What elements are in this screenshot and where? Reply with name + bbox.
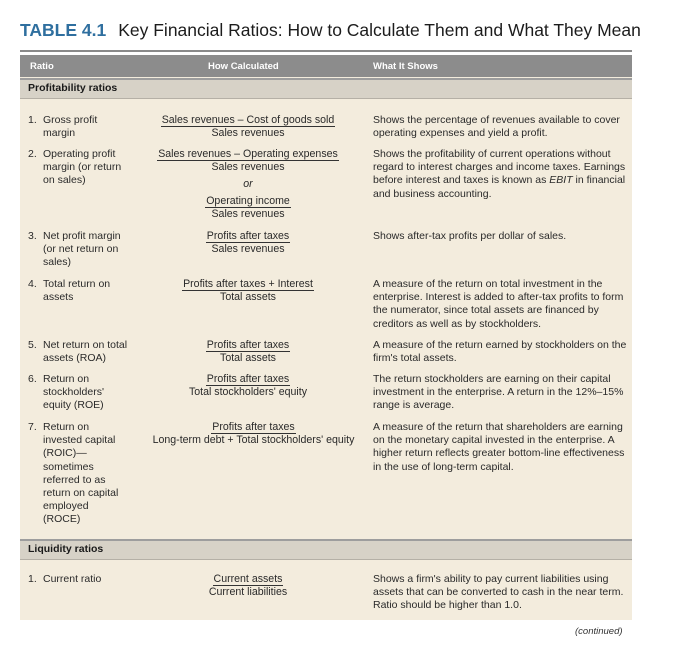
continued-note: (continued): [575, 626, 623, 637]
formula-cell: [148, 278, 348, 308]
ratio-name-cell: [28, 148, 146, 188]
formula-numerator: Operating income: [206, 195, 290, 207]
ratio-name: Net profit margin (or net return on sales): [43, 230, 121, 269]
formula-cell: [148, 148, 348, 225]
ratio-number: 7.: [28, 421, 37, 433]
formula-cell: [148, 373, 348, 403]
formula-denominator: Current liabilities: [208, 586, 288, 598]
formula: [148, 148, 348, 173]
title-rule: [20, 50, 632, 52]
ratio-name-cell: [28, 421, 146, 527]
description-cell: Shows the percentage of revenues available to cover operating expenses and yield a profit.: [373, 114, 620, 140]
ratio-name-cell: [28, 114, 146, 140]
formula-numerator: Sales revenues – Operating expenses: [158, 148, 338, 160]
formula-denominator: Sales revenues: [211, 243, 285, 255]
formula-cell: [148, 230, 348, 260]
column-header-ratio: Ratio: [30, 61, 54, 72]
formula-cell: [148, 114, 348, 144]
formula: [148, 373, 348, 398]
ratio-name-cell: [28, 573, 146, 586]
formula-denominator: Sales revenues: [211, 208, 285, 220]
description-cell: Shows a firm's ability to pay current liabilities using assets that can be converted to cash in the near term. Ratio should be higher than 1.0.: [373, 573, 624, 612]
ratio-name-cell: [28, 339, 146, 365]
formula-numerator: Profits after taxes + Interest: [183, 278, 313, 290]
section-label: Profitability ratios: [28, 82, 118, 94]
formula-cell: [136, 421, 371, 451]
description-cell: A measure of the return that shareholders are earning on the monetary capital invested in the enterprise. A higher return reflects greater bottom-line effectiveness in the use of long-term capital.: [373, 421, 625, 473]
formula-denominator: Sales revenues: [211, 127, 285, 139]
description-cell: Shows the profitability of current operations without regard to interest charges and income taxes. Earnings before interest and taxes is known as EBIT in financial and business accounting.: [373, 148, 626, 200]
formula: [148, 195, 348, 220]
formula: [148, 339, 348, 364]
ratio-name: Operating profit margin (or return on sales): [43, 148, 122, 187]
ratio-number: 1.: [28, 114, 37, 126]
formula-denominator: Sales revenues: [211, 161, 285, 173]
section-liquidity: [20, 539, 632, 560]
formula: [148, 573, 348, 598]
formula-cell: [148, 573, 348, 603]
column-header-shows: What It Shows: [373, 61, 438, 72]
ratio-number: 6.: [28, 373, 37, 385]
formula-numerator: Profits after taxes: [206, 339, 290, 351]
formula-denominator: Total stockholders' equity: [188, 386, 308, 398]
section-profitability: [20, 78, 632, 99]
formula: [148, 278, 348, 303]
formula-numerator: Profits after taxes: [206, 373, 290, 385]
ratio-name: Current ratio: [43, 573, 102, 585]
formula-numerator: Current assets: [213, 573, 283, 585]
section-label: Liquidity ratios: [28, 543, 104, 555]
table-number: TABLE 4.1: [20, 20, 107, 40]
table-header: [20, 55, 632, 77]
ratio-number: 5.: [28, 339, 37, 351]
ratio-number: 2.: [28, 148, 37, 160]
ratio-number: 1.: [28, 573, 37, 585]
ratio-name-cell: [28, 373, 146, 413]
column-header-how: How Calculated: [208, 61, 279, 72]
formula-numerator: Sales revenues – Cost of goods sold: [161, 114, 335, 126]
ratio-name-cell: [28, 278, 146, 304]
ratios-table: [20, 55, 632, 620]
formula-numerator: Profits after taxes: [212, 421, 295, 433]
description-cell: The return stockholders are earning on their capital investment in the enterprise. A return in the 12%–15% range is average.: [373, 373, 624, 412]
ratio-name: Gross profit margin: [43, 114, 98, 140]
ratio-number: 3.: [28, 230, 37, 242]
formula-denominator: Long-term debt + Total stockholders' equity: [152, 434, 355, 446]
formula-numerator: Profits after taxes: [206, 230, 290, 242]
formula-denominator: Total assets: [220, 291, 276, 303]
description-cell: Shows after-tax profits per dollar of sales.: [373, 230, 567, 242]
ratio-name: Total return on assets: [43, 278, 111, 304]
ratio-name: Return on stockholders' equity (ROE): [43, 373, 104, 412]
table-title-text: Key Financial Ratios: How to Calculate Them and What They Mean: [118, 20, 641, 40]
formula: [148, 230, 348, 255]
table-title: [20, 20, 641, 41]
formula: [136, 421, 371, 446]
formula-cell: [148, 339, 348, 369]
ratio-name: Return on invested capital (ROIC)— sometimes referred to as return on capital employed (ROCE): [43, 421, 119, 526]
formula-denominator: Total assets: [220, 352, 276, 364]
description-cell: A measure of the return on total investment in the enterprise. Interest is added to after-tax profits to form the numerator, since total assets are financed by creditors as well as by stockholders.: [373, 278, 624, 330]
ratio-number: 4.: [28, 278, 37, 290]
ratio-name-cell: [28, 230, 146, 270]
ratio-name: Net return on total assets (ROA): [43, 339, 128, 365]
description-cell: A measure of the return earned by stockholders on the firm's total assets.: [373, 339, 627, 365]
formula: [148, 114, 348, 139]
formula-or: or: [243, 178, 253, 190]
